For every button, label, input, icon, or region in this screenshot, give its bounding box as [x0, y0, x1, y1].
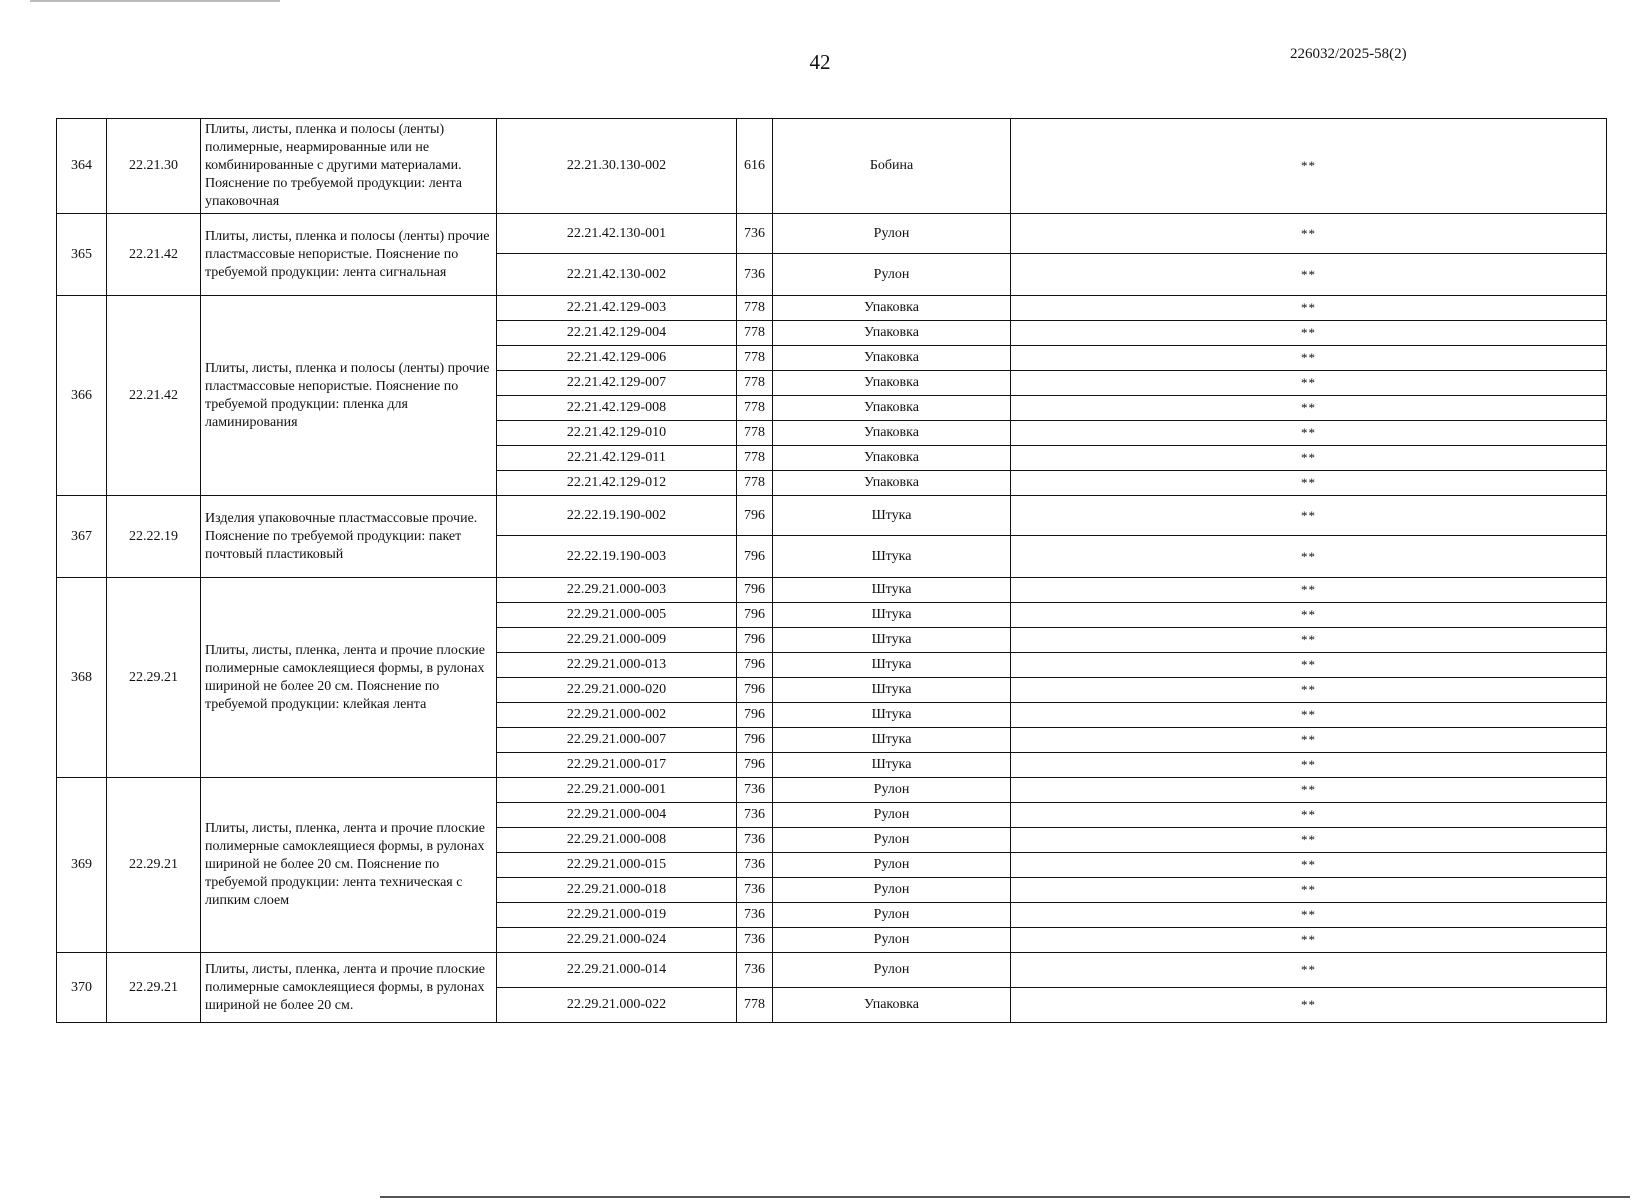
item-number: 364	[57, 119, 107, 214]
note-cell: **	[1011, 928, 1607, 953]
okei-code: 736	[737, 853, 773, 878]
unit-name: Штука	[773, 628, 1011, 653]
okpd-code: 22.29.21	[107, 578, 201, 778]
unit-name: Рулон	[773, 828, 1011, 853]
note-cell: **	[1011, 853, 1607, 878]
note-cell: **	[1011, 471, 1607, 496]
ktru-code: 22.21.42.129-007	[497, 371, 737, 396]
note-cell: **	[1011, 346, 1607, 371]
note-cell: **	[1011, 803, 1607, 828]
unit-name: Упаковка	[773, 421, 1011, 446]
okei-code: 736	[737, 778, 773, 803]
okei-code: 736	[737, 928, 773, 953]
okei-code: 796	[737, 653, 773, 678]
unit-name: Рулон	[773, 878, 1011, 903]
unit-name: Рулон	[773, 778, 1011, 803]
unit-name: Рулон	[773, 953, 1011, 988]
item-number: 367	[57, 496, 107, 578]
product-description: Изделия упаковочные пластмассовые прочие. Пояснение по требуемой продукции: пакет почтовый пластиковый	[201, 496, 497, 578]
okei-code: 778	[737, 371, 773, 396]
note-cell: **	[1011, 321, 1607, 346]
okei-code: 778	[737, 296, 773, 321]
table-row	[57, 778, 1607, 803]
ktru-code: 22.29.21.000-015	[497, 853, 737, 878]
okpd-code: 22.29.21	[107, 953, 201, 1023]
note-cell: **	[1011, 496, 1607, 536]
item-number: 370	[57, 953, 107, 1023]
okpd-code: 22.21.30	[107, 119, 201, 214]
okpd-code: 22.29.21	[107, 778, 201, 953]
okei-code: 778	[737, 421, 773, 446]
unit-name: Штука	[773, 703, 1011, 728]
item-number: 369	[57, 778, 107, 953]
ktru-code: 22.29.21.000-008	[497, 828, 737, 853]
item-number: 368	[57, 578, 107, 778]
unit-name: Упаковка	[773, 988, 1011, 1023]
note-cell: **	[1011, 703, 1607, 728]
unit-name: Штука	[773, 603, 1011, 628]
unit-name: Рулон	[773, 254, 1011, 296]
table-row	[57, 496, 1607, 536]
unit-name: Штука	[773, 678, 1011, 703]
unit-name: Бобина	[773, 119, 1011, 214]
ktru-code: 22.21.42.129-004	[497, 321, 737, 346]
unit-name: Штука	[773, 536, 1011, 578]
ktru-code: 22.21.42.129-003	[497, 296, 737, 321]
note-cell: **	[1011, 778, 1607, 803]
okpd-code: 22.22.19	[107, 496, 201, 578]
product-description: Плиты, листы, пленка, лента и прочие плоские полимерные самоклеящиеся формы, в рулонах шириной не более 20 см.	[201, 953, 497, 1023]
okei-code: 778	[737, 988, 773, 1023]
note-cell: **	[1011, 254, 1607, 296]
ktru-code: 22.21.42.129-012	[497, 471, 737, 496]
note-cell: **	[1011, 953, 1607, 988]
ktru-code: 22.29.21.000-013	[497, 653, 737, 678]
note-cell: **	[1011, 878, 1607, 903]
okei-code: 778	[737, 346, 773, 371]
ktru-code: 22.21.42.129-010	[497, 421, 737, 446]
unit-name: Рулон	[773, 903, 1011, 928]
ktru-code: 22.29.21.000-024	[497, 928, 737, 953]
ktru-code: 22.29.21.000-020	[497, 678, 737, 703]
product-description: Плиты, листы, пленка, лента и прочие плоские полимерные самоклеящиеся формы, в рулонах шириной не более 20 см. Пояснение по требуемой продукции: клейкая лента	[201, 578, 497, 778]
ktru-code: 22.29.21.000-019	[497, 903, 737, 928]
note-cell: **	[1011, 536, 1607, 578]
note-cell: **	[1011, 728, 1607, 753]
ktru-code: 22.21.42.130-001	[497, 214, 737, 254]
product-description: Плиты, листы, пленка и полосы (ленты) прочие пластмассовые непористые. Пояснение по требуемой продукции: пленка для ламинирования	[201, 296, 497, 496]
unit-name: Упаковка	[773, 446, 1011, 471]
ktru-code: 22.29.21.000-017	[497, 753, 737, 778]
ktru-code: 22.21.42.129-006	[497, 346, 737, 371]
okei-code: 778	[737, 396, 773, 421]
note-cell: **	[1011, 653, 1607, 678]
table-row	[57, 119, 1607, 214]
note-cell: **	[1011, 421, 1607, 446]
note-cell: **	[1011, 396, 1607, 421]
okei-code: 796	[737, 678, 773, 703]
ktru-code: 22.29.21.000-003	[497, 578, 737, 603]
ktru-code: 22.29.21.000-005	[497, 603, 737, 628]
note-cell: **	[1011, 296, 1607, 321]
ktru-code: 22.29.21.000-014	[497, 953, 737, 988]
table-row	[57, 578, 1607, 603]
okei-code: 796	[737, 496, 773, 536]
ktru-code: 22.29.21.000-022	[497, 988, 737, 1023]
unit-name: Упаковка	[773, 321, 1011, 346]
okei-code: 778	[737, 446, 773, 471]
okei-code: 736	[737, 828, 773, 853]
unit-name: Штука	[773, 578, 1011, 603]
okei-code: 796	[737, 536, 773, 578]
ktru-code: 22.29.21.000-004	[497, 803, 737, 828]
unit-name: Упаковка	[773, 296, 1011, 321]
ktru-code: 22.21.30.130-002	[497, 119, 737, 214]
okei-code: 796	[737, 728, 773, 753]
okei-code: 736	[737, 878, 773, 903]
ktru-code: 22.29.21.000-001	[497, 778, 737, 803]
note-cell: **	[1011, 628, 1607, 653]
note-cell: **	[1011, 214, 1607, 254]
ktru-code: 22.29.21.000-009	[497, 628, 737, 653]
document-id: 226032/2025-58(2)	[1290, 46, 1407, 62]
note-cell: **	[1011, 446, 1607, 471]
item-number: 365	[57, 214, 107, 296]
unit-name: Рулон	[773, 803, 1011, 828]
okei-code: 778	[737, 471, 773, 496]
note-cell: **	[1011, 678, 1607, 703]
unit-name: Упаковка	[773, 371, 1011, 396]
note-cell: **	[1011, 753, 1607, 778]
okei-code: 736	[737, 254, 773, 296]
okei-code: 778	[737, 321, 773, 346]
note-cell: **	[1011, 578, 1607, 603]
ktru-code: 22.29.21.000-018	[497, 878, 737, 903]
page-number: 42	[809, 50, 831, 74]
unit-name: Штука	[773, 728, 1011, 753]
unit-name: Упаковка	[773, 346, 1011, 371]
ktru-code: 22.21.42.130-002	[497, 254, 737, 296]
okpd-code: 22.21.42	[107, 296, 201, 496]
ktru-code: 22.29.21.000-007	[497, 728, 737, 753]
note-cell: **	[1011, 828, 1607, 853]
item-number: 366	[57, 296, 107, 496]
ktru-code: 22.22.19.190-002	[497, 496, 737, 536]
ktru-code: 22.21.42.129-011	[497, 446, 737, 471]
unit-name: Рулон	[773, 853, 1011, 878]
okei-code: 796	[737, 578, 773, 603]
product-description: Плиты, листы, пленка, лента и прочие плоские полимерные самоклеящиеся формы, в рулонах шириной не более 20 см. Пояснение по требуемой продукции: лента техническая с липким слоем	[201, 778, 497, 953]
okpd-code: 22.21.42	[107, 214, 201, 296]
product-description: Плиты, листы, пленка и полосы (ленты) полимерные, неармированные или не комбинированные с другими материалами. Пояснение по требуемой продукции: лента упаковочная	[201, 119, 497, 214]
table-row	[57, 953, 1607, 988]
note-cell: **	[1011, 988, 1607, 1023]
okei-code: 736	[737, 953, 773, 988]
okei-code: 796	[737, 753, 773, 778]
product-description: Плиты, листы, пленка и полосы (ленты) прочие пластмассовые непористые. Пояснение по требуемой продукции: лента сигнальная	[201, 214, 497, 296]
note-cell: **	[1011, 903, 1607, 928]
okei-code: 736	[737, 803, 773, 828]
unit-name: Упаковка	[773, 471, 1011, 496]
okei-code: 736	[737, 214, 773, 254]
unit-name: Рулон	[773, 928, 1011, 953]
table-row	[57, 214, 1607, 254]
registry-table	[56, 118, 1607, 1023]
ktru-code: 22.21.42.129-008	[497, 396, 737, 421]
okei-code: 796	[737, 603, 773, 628]
okei-code: 736	[737, 903, 773, 928]
note-cell: **	[1011, 119, 1607, 214]
ktru-code: 22.22.19.190-003	[497, 536, 737, 578]
table-row	[57, 296, 1607, 321]
note-cell: **	[1011, 603, 1607, 628]
unit-name: Рулон	[773, 214, 1011, 254]
okei-code: 616	[737, 119, 773, 214]
note-cell: **	[1011, 371, 1607, 396]
unit-name: Штука	[773, 753, 1011, 778]
unit-name: Упаковка	[773, 396, 1011, 421]
scan-edge-line	[30, 0, 280, 2]
okei-code: 796	[737, 703, 773, 728]
okei-code: 796	[737, 628, 773, 653]
ktru-code: 22.29.21.000-002	[497, 703, 737, 728]
scan-edge-line	[380, 1196, 1630, 1198]
unit-name: Штука	[773, 496, 1011, 536]
unit-name: Штука	[773, 653, 1011, 678]
